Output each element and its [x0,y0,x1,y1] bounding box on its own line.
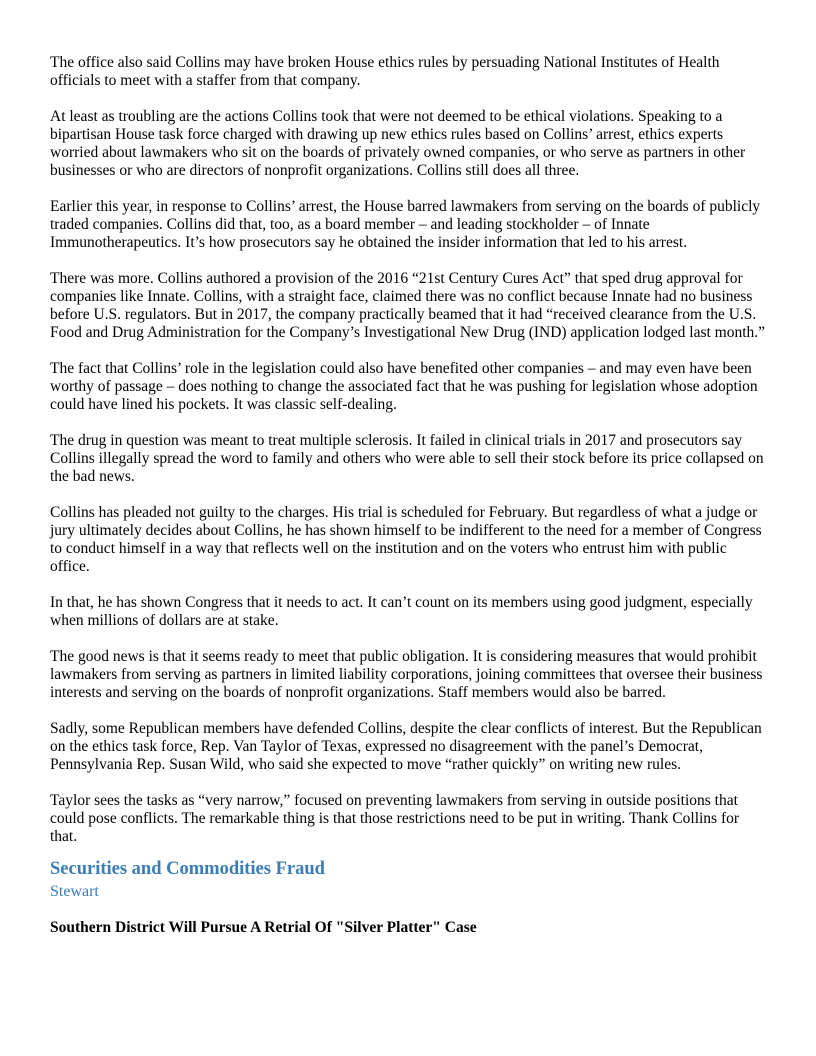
article-paragraph: The drug in question was meant to treat multiple sclerosis. It failed in clinical trials in 2017 and prosecutors say Collins illegally spread the word to family and others who were able to sell their stock before its price collapsed on the bad news. [50,432,764,485]
section-subtitle: Stewart [50,883,99,900]
article-paragraph: Collins has pleaded not guilty to the charges. His trial is scheduled for February. But regardless of what a judge or jury ultimately decides about Collins, he has shown himself to be indifferent to the need for a member of Congress to conduct himself in a way that reflects well on the institution and on the voters who entrust him with public office. [50,504,762,575]
document-page [50,54,770,938]
article-paragraph: At least as troubling are the actions Collins took that were not deemed to be ethical violations. Speaking to a bipartisan House task force charged with drawing up new ethics rules based on Collins’ arrest, ethics experts worried about lawmakers who sit on the boards of privately owned companies, or who serve as partners in other businesses or who are directors of nonprofit organizations. Collins still does all three. [50,108,746,179]
article-headline: Southern District Will Pursue A Retrial Of "Silver Platter" Case [50,919,477,936]
article-paragraph: Earlier this year, in response to Collins’ arrest, the House barred lawmakers from serving on the boards of publicly traded companies. Collins did that, too, as a board member – and leading stockholder – of Innate Immunotherapeutics. It’s how prosecutors say he obtained the insider information that led to his arrest. [50,198,761,251]
article-paragraph: The office also said Collins may have broken House ethics rules by persuading National Institutes of Health officials to meet with a staffer from that company. [50,54,720,89]
article-paragraph: In that, he has shown Congress that it needs to act. It can’t count on its members using good judgment, especially when millions of dollars are at stake. [50,594,753,629]
section-title: Securities and Commodities Fraud [50,859,325,879]
article-paragraph: There was more. Collins authored a provision of the 2016 “21st Century Cures Act” that sped drug approval for companies like Innate. Collins, with a straight face, claimed there was no conflict because Innate had no business before U.S. regulators. But in 2017, the company practically beamed that it had “received clearance from the U.S. Food and Drug Administration for the Company’s Investigational New Drug (IND) application lodged last month.” [50,270,766,341]
article-paragraph: The fact that Collins’ role in the legislation could also have benefited other companies – and may even have been worthy of passage – does nothing to change the associated fact that he was pushing for legislation whose adoption could have lined his pockets. It was classic self-dealing. [50,360,758,413]
article-paragraph: The good news is that it seems ready to meet that public obligation. It is considering measures that would prohibit lawmakers from serving as partners in limited liability corporations, joining committees that oversee their business interests and serving on the boards of nonprofit organizations. Staff members would also be barred. [50,648,763,701]
article-paragraph: Sadly, some Republican members have defended Collins, despite the clear conflicts of interest. But the Republican on the ethics task force, Rep. Van Taylor of Texas, expressed no disagreement with the panel’s Democrat, Pennsylvania Rep. Susan Wild, who said she expected to move “rather quickly” on writing new rules. [50,720,762,773]
article-paragraph: Taylor sees the tasks as “very narrow,” focused on preventing lawmakers from serving in outside positions that could pose conflicts. The remarkable thing is that those restrictions need to be put in writing. Thank Collins for that. [50,792,740,845]
